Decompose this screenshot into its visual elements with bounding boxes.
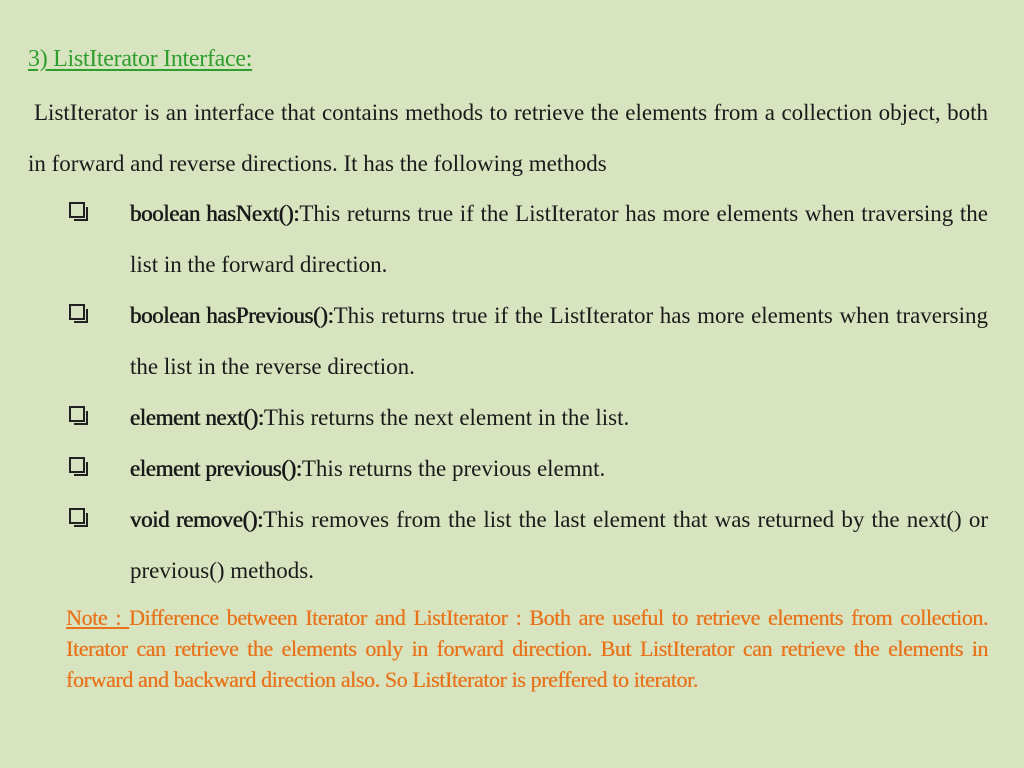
note-paragraph <box>66 602 988 695</box>
note-text: Difference between Iterator and ListIterator : Both are useful to retrieve elements from collection. Iterator can retrieve the elements only in forward direction. But ListIterator can retrieve the elements in forward and backward direction also. So ListIterator is preffered to iterator. <box>66 605 989 692</box>
intro-paragraph <box>28 87 988 189</box>
checkbox-icon <box>69 508 85 524</box>
checkbox-icon <box>69 202 85 218</box>
method-item-previous <box>130 443 988 494</box>
method-term: element next(): <box>130 405 264 430</box>
method-term: void remove(): <box>130 507 264 532</box>
method-desc: This removes from the list the last element that was returned by the next() or previous() methods. <box>130 507 988 583</box>
method-term: boolean hasPrevious(): <box>130 303 334 328</box>
method-term: element previous(): <box>130 456 302 481</box>
method-term: boolean hasNext(): <box>130 201 300 226</box>
method-desc: This returns the previous elemnt. <box>301 456 606 481</box>
method-desc: This returns true if the ListIterator has more elements when traversing the list in the reverse direction. <box>130 303 988 379</box>
note-label: Note : <box>66 605 129 630</box>
method-item-remove <box>130 494 988 596</box>
method-item-hasprevious <box>130 290 988 392</box>
method-item-next <box>130 392 988 443</box>
checkbox-icon <box>69 406 85 422</box>
method-desc: This returns true if the ListIterator has more elements when traversing the list in the forward direction. <box>130 201 988 277</box>
intro-text: ListIterator is an interface that contains methods to retrieve the elements from a collection object, both in forward and reverse directions. It has the following methods <box>28 100 988 176</box>
method-list <box>0 188 1024 596</box>
method-item-hasnext <box>130 188 988 290</box>
checkbox-icon <box>69 304 85 320</box>
slide-heading: 3) ListIterator Interface: <box>28 46 253 72</box>
method-desc: This returns the next element in the list. <box>263 405 630 430</box>
checkbox-icon <box>69 457 85 473</box>
